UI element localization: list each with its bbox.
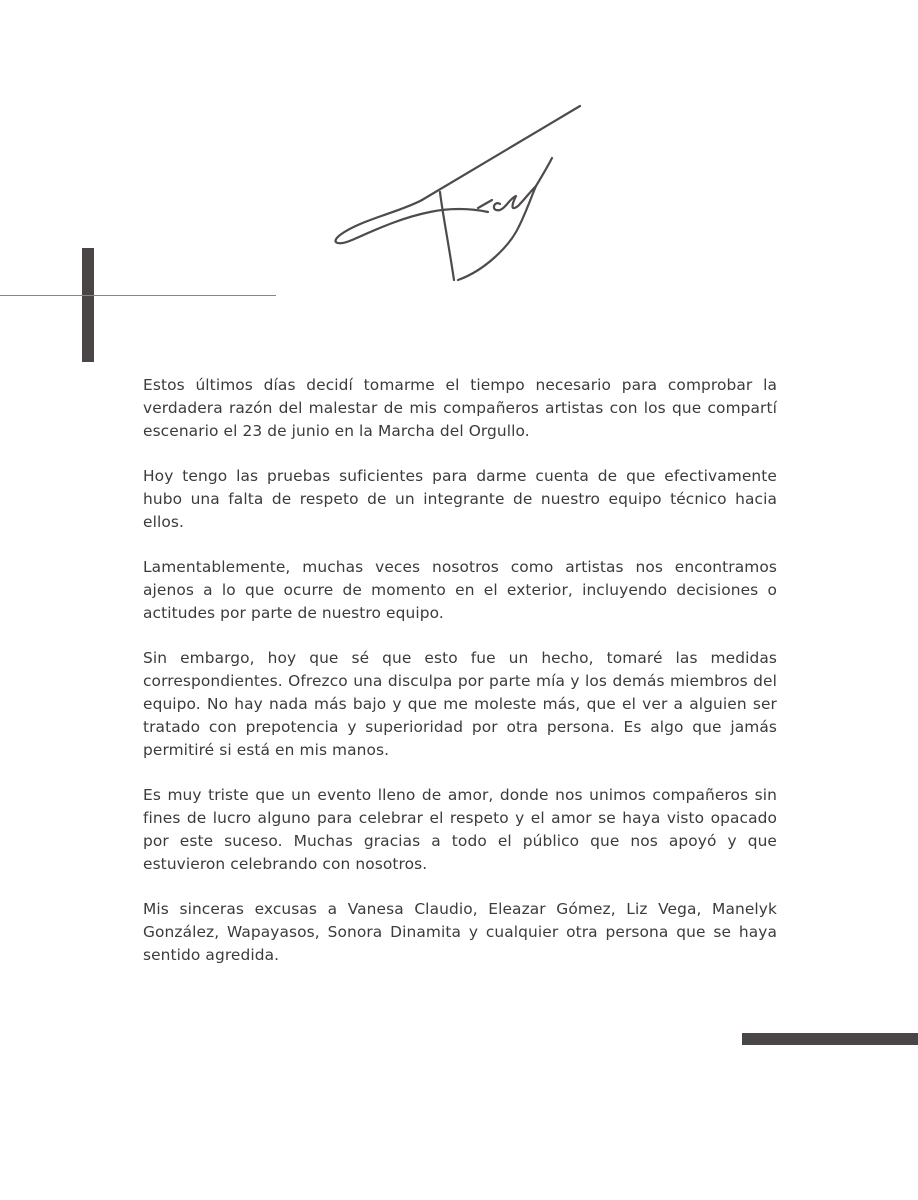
signature-image xyxy=(330,100,590,285)
paragraph-4: Sin embargo, hoy que sé que esto fue un hecho, tomaré las medidas correspondientes. Ofrezco una disculpa por parte mía y los demás miembros del equipo. No hay nada más bajo y que me moleste más, que el ver a alguien ser tratado con prepotencia y superioridad por otra persona. Es algo que jamás permitiré si está en mis manos. xyxy=(143,649,777,759)
signature-stroke-ey xyxy=(458,186,536,280)
signature-stroke-loop xyxy=(336,200,488,243)
decorative-bottom-bar xyxy=(742,1033,918,1045)
signature-stroke-top xyxy=(422,106,580,200)
paragraph-3: Lamentablemente, muchas veces nosotros como artistas nos encontramos ajenos a lo que ocurre de momento en el exterior, incluyendo decisiones o actitudes por parte de nuestro equipo. xyxy=(143,558,777,622)
signature-stroke-dash xyxy=(478,200,492,208)
letter-body xyxy=(143,374,777,989)
paragraph-5: Es muy triste que un evento lleno de amor, donde nos unimos compañeros sin fines de lucro alguno para celebrar el respeto y el amor se haya visto opacado por este suceso. Muchas gracias a todo el público que nos apoyó y que estuvieron celebrando con nosotros. xyxy=(143,786,777,873)
decorative-vertical-bar xyxy=(82,248,94,362)
decorative-horizontal-line xyxy=(0,295,276,296)
signature-stroke-descender xyxy=(440,192,454,280)
paragraph-1: Estos últimos días decidí tomarme el tiempo necesario para comprobar la verdadera razón del malestar de mis compañeros artistas con los que compartí escenario el 23 de junio en la Marcha del Orgullo. xyxy=(143,376,777,440)
paragraph-6: Mis sinceras excusas a Vanesa Claudio, Eleazar Gómez, Liz Vega, Manelyk González, Wapayasos, Sonora Dinamita y cualquier otra persona que se haya sentido agredida. xyxy=(143,900,777,964)
signature-stroke-tail xyxy=(536,158,552,186)
paragraph-2: Hoy tengo las pruebas suficientes para darme cuenta de que efectivamente hubo una falta de respeto de un integrante de nuestro equipo técnico hacia ellos. xyxy=(143,467,777,531)
